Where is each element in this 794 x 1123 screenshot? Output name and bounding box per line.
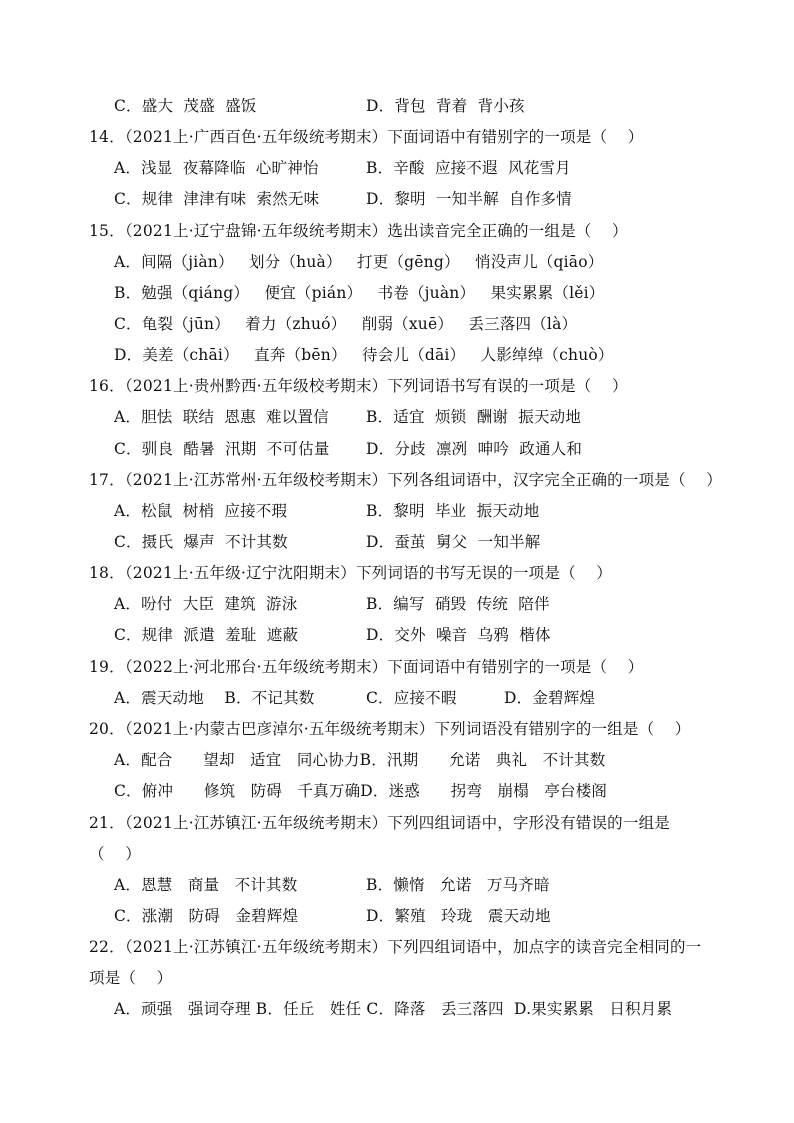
question-stem	[89, 719, 691, 739]
question-text: （2021上·内蒙古巴彦淖尔·五年级统考期末）下列词语没有错别字的一组是（ ）	[124, 720, 691, 738]
option-text: A．吩付 大臣 建筑 游泳	[114, 595, 298, 613]
option-text: C．龟裂（jūn） 着力（zhuó） 削弱（xuē） 丢三落四（là）	[114, 315, 578, 333]
option-text: D．蚕茧 舅父 一知半解	[366, 533, 541, 551]
question-text: （2022上·河北邢台·五年级统考期末）下面词语中有错别字的一项是（ ）	[124, 658, 644, 676]
question-number: 17．	[89, 471, 125, 489]
option-text: A．胆怯 联结 恩惠 难以置信	[114, 408, 329, 426]
option-text: D．交外 噪音 乌鸦 楷体	[366, 626, 551, 644]
question-text: （2021上·五年级·辽宁沈阳期末）下列词语的书写无误的一项是（ ）	[124, 564, 612, 582]
option-text: D．繁殖 玲珑 震天动地	[366, 907, 551, 925]
question-number: 22．	[89, 938, 125, 956]
option-text: D．分歧 凛冽 呻吟 政通人和	[366, 440, 583, 458]
question-stem	[89, 470, 722, 490]
question-number: 19．	[89, 658, 125, 676]
option-text: D．美差（chāi） 直奔（bēn） 待会儿（dāi） 人影绰绰（chuò）	[114, 346, 614, 364]
option-text: C．摄氏 爆声 不计其数	[114, 533, 288, 551]
option-text: C．应接不暇	[366, 689, 457, 707]
question-stem	[89, 221, 628, 241]
option-text: D．黎明 一知半解 自作多情	[366, 190, 572, 208]
option-text: C．驯良 酷暑 汛期 不可估量	[114, 440, 330, 458]
option-text: A．恩慧 商量 不计其数	[114, 876, 298, 894]
question-text: （2021上·贵州黔西·五年级校考期末）下列词语书写有误的一项是（ ）	[124, 377, 628, 395]
question-text: （2021上·辽宁盘锦·五年级统考期末）选出读音完全正确的一组是（ ）	[124, 222, 628, 240]
option-text: A．浅显 夜幕降临 心旷神怡	[114, 159, 319, 177]
question-text: （2021上·广西百色·五年级统考期末）下面词语中有错别字的一项是（ ）	[124, 128, 644, 146]
question-text: （2021上·江苏常州·五年级校考期末）下列各组词语中，汉字完全正确的一项是（ ）	[124, 471, 722, 489]
option-text: A．顽强 强词夺理 B．任丘 姓任 C．降落 丢三落四 D.果实累累 日积月累	[114, 1000, 673, 1018]
option-text: C．涨潮 防碍 金碧辉煌	[114, 907, 299, 925]
question-text: （2021上·江苏镇江·五年级统考期末）下列四组词语中，加点字的读音完全相同的一	[124, 938, 702, 956]
option-row	[366, 96, 525, 116]
question-text: （2021上·江苏镇江·五年级统考期末）下列四组词语中，字形没有错误的一组是	[124, 814, 670, 832]
option-text: B．懒惰 允诺 万马齐暗	[366, 876, 550, 894]
option-text: D．背包 背着 背小孩	[366, 97, 525, 115]
option-text: B．勉强（qiáng） 便宜（pián） 书卷（juàn） 果实累累（lěi）	[114, 284, 605, 302]
option-text: C．规律 津津有味 索然无味	[114, 190, 320, 208]
option-text: A．震天动地 B．不记其数	[114, 689, 315, 707]
question-stem	[89, 813, 670, 833]
question-stem	[89, 937, 701, 957]
question-stem	[89, 127, 643, 147]
option-text: B．编写 硝毁 传统 陪伴	[366, 595, 550, 613]
option-text: B．黎明 毕业 振天动地	[366, 502, 540, 520]
question-number: 16．	[89, 377, 125, 395]
question-number: 14．	[89, 128, 125, 146]
option-text: B．适宜 烦锁 酬谢 振天动地	[366, 408, 582, 426]
option-text: D．金碧辉煌	[504, 689, 596, 707]
question-stem-continued: 项是（ ）	[89, 969, 173, 987]
option-text: C．俯冲 修筑 防碍 千真万确D．迷惑 拐弯 崩榻 亭台楼阁	[114, 782, 608, 800]
option-text: B．辛酸 应接不遐 风花雪月	[366, 159, 571, 177]
option-row	[114, 96, 256, 116]
option-text: A．间隔（jiàn） 划分（huà） 打更（gēng） 悄没声儿（qiāo）	[114, 253, 604, 271]
question-number: 20．	[89, 720, 125, 738]
question-number: 21．	[89, 814, 125, 832]
option-text: A．配合 望却 适宜 同心协力B．汛期 允诺 典礼 不计其数	[114, 751, 606, 769]
question-number: 15．	[89, 222, 125, 240]
question-stem-continued: （ ）	[89, 845, 141, 863]
question-stem	[89, 657, 643, 677]
option-text: A．松鼠 树梢 应接不瑕	[114, 502, 288, 520]
option-text: C．规律 派遣 羞耻 遮蔽	[114, 626, 299, 644]
question-number: 18．	[89, 564, 125, 582]
question-stem	[89, 563, 612, 583]
option-text: C．盛大 茂盛 盛饭	[114, 97, 257, 115]
question-stem	[89, 376, 628, 396]
